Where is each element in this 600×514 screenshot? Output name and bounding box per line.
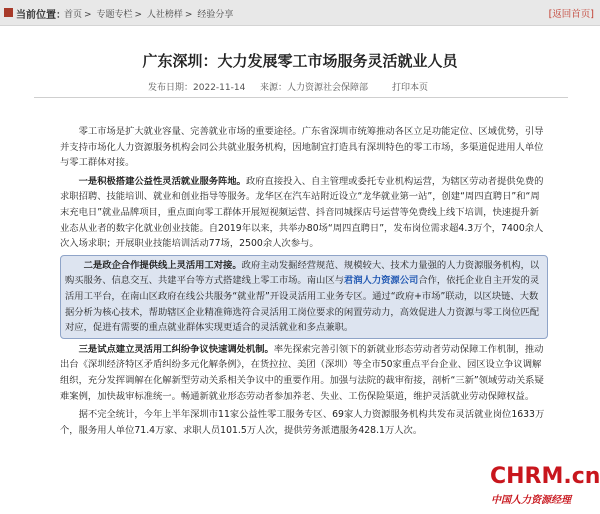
article-paragraph-3 [60, 342, 548, 404]
chrm-logo [490, 460, 598, 510]
paragraph-2-heading: 二是政企合作提供线上灵活用工对接。 [83, 259, 242, 271]
source-value: 人力资源社会保障部 [287, 83, 369, 93]
breadcrumb [64, 7, 235, 20]
breadcrumb-experience-sharing[interactable]: 经验分享 [197, 10, 234, 20]
article-intro: 零工市场是扩大就业容量、完善就业市场的重要途径。广东省深圳市统筹推动各区立足功能定位、区域优势，引导并支持市场化人力资源服务机构会同公共就业服务机构，因地制宜打造具有深圳特色的零工市场，多渠道促进用人单位与零工群体对接。 [60, 126, 544, 169]
breadcrumb-home[interactable]: 首页 [64, 10, 83, 20]
article-title: 广东深圳：大力发展零工市场服务灵活就业人员 [142, 52, 458, 70]
chrm-logo-mark: CHRM.cn [490, 464, 600, 489]
breadcrumb-separator: > [84, 10, 92, 20]
publish-date-label: 发布日期： [148, 83, 194, 93]
breadcrumb-bar [0, 0, 600, 26]
breadcrumb-special-topics[interactable]: 专题专栏 [96, 10, 133, 20]
article-body [60, 124, 548, 441]
article-closing: 据不完全统计，今年上半年深圳市11家公益性零工服务专区、69家人力资源服务机构共发布灵活就业岗位1633万个，服务用人单位71.4万家、求职人员101.5万人次，提供劳务派遣服务428.1万人次。 [60, 409, 545, 436]
highlighted-paragraph-2 [60, 255, 548, 339]
location-icon [4, 8, 13, 17]
paragraph-1-text: 政府直接投入、自主管理或委托专业机构运营，为辖区劳动者提供免费的求职招聘、技能培训、就业和创业指导等服务。龙华区在汽车站附近设立“龙华就业第一站”，创建“周四直聘日”和“周末充电日”就业品牌项目，重点面向零工群体开展短视频运营、抖音同城探店号运营等免费线上线下培训，快速提升新业态从业者的数字化就业创业技能。自2019年以来，共举办80场“周四直聘日”，发布岗位需求超4.3万个，7400余人次入场求职；开展职业技能培训活动77场，2500余人次参与。 [60, 175, 544, 250]
publish-date [148, 80, 245, 93]
breadcrumb-separator: > [134, 10, 142, 20]
breadcrumb-label: 当前位置： [16, 10, 66, 21]
breadcrumb-role-models[interactable]: 人社榜样 [146, 10, 183, 20]
paragraph-3-heading: 三是试点建立灵活用工纠纷争议快速调处机制。 [78, 343, 274, 355]
paragraph-2-text-b: 合作，依托企业自主开发的灵活用工平台，在南山区政府在线公共服务“就业帮”开设灵活用工业务专区。通过“政府+市场”联动，以区块链、大数据分析为核心技术，帮助辖区企业精准筛选符合灵活用工岗位要求的闲置劳动力，高效促进人力资源与零工岗位匹配对应，促进有需要的重点就业群体实现更适合的灵活就业和多点兼职。 [65, 275, 540, 334]
company-link[interactable]: 君润人力资源公司 [343, 275, 419, 287]
back-to-home-link[interactable]: [返回首页] [548, 9, 594, 20]
print-page-link[interactable]: 打印本页 [392, 83, 429, 93]
title-divider [34, 97, 568, 98]
chrm-logo-tagline: 中国人力资源经理 [491, 495, 571, 506]
source-label: 来源： [260, 83, 288, 93]
publish-date-value: 2022-11-14 [193, 83, 246, 93]
paragraph-1-heading: 一是积极搭建公益性灵活就业服务阵地。 [78, 175, 246, 187]
breadcrumb-separator: > [184, 10, 193, 20]
article-paragraph-1 [60, 174, 548, 252]
paragraph-3-text: 率先探索完善引领下的新就业形态劳动者劳动保障工作机制，推动出台《深圳经济特区矛盾纠纷多元化解条例》，在货拉拉、美团（深圳）等全市50家重点平台企业、园区设立争议调解组织，充分发挥调解在化解新型劳动关系相关争议中的重要作用。加强与法院的裁审衔接，剖析“三新”领域劳动关系疑难案例，加快裁审标准统一。畅通新就业形态劳动者参加养老、失业、工伤保险渠道，维护灵活就业劳动保障权益。 [60, 343, 544, 402]
paragraph-2-text-a: 政府主动发掘经营规范、规模较大、技术力量强的人力资源服务机构，以购买服务、信息交互、共建平台等方式搭建线上零工市场。南山区与 [65, 259, 540, 287]
article-source [260, 80, 368, 93]
